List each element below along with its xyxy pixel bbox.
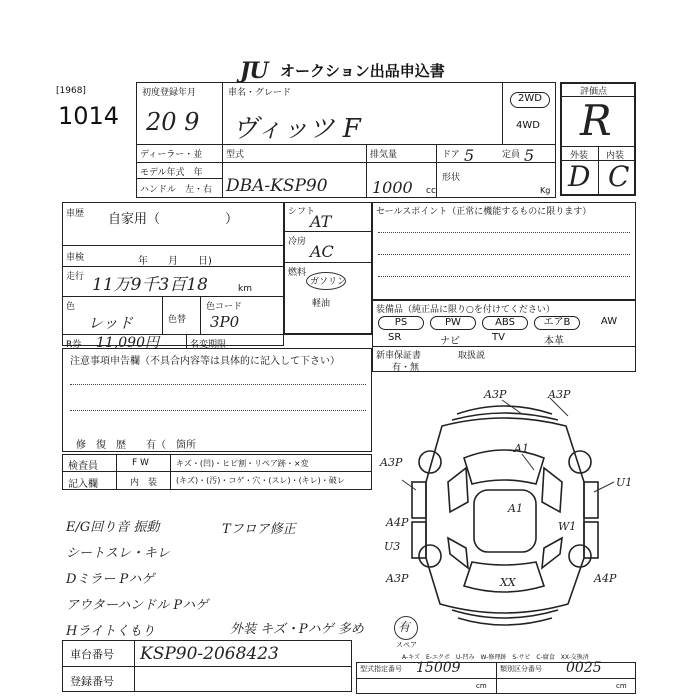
repair-history: 修 復 歴 有（ 箇所 (76, 440, 196, 451)
2wd-option: 2WD (510, 92, 550, 108)
damage-mark: U1 (616, 476, 633, 489)
history-label: 車歴 (66, 209, 85, 219)
car-damage-diagram (372, 372, 636, 636)
equipment-item: PS (378, 316, 424, 330)
marks-top: キズ・(凹)・ヒビ割・リペア跡・×変 (176, 459, 309, 468)
aircon-value: AC (310, 242, 334, 261)
shift-label: シフト (288, 207, 316, 217)
note-right-line: 外装 キズ・Pハゲ 多め (230, 622, 364, 637)
ju-logo: JU (240, 58, 268, 84)
katashiki-value: DBA-KSP90 (226, 176, 328, 196)
inspector-label: 検査員 (68, 461, 98, 472)
meigi-label: 名変期限 (190, 340, 227, 350)
damage-mark: A3P (484, 388, 507, 401)
reg-label: 登録番号 (70, 675, 114, 688)
fuel-label: 燃料 (288, 268, 307, 278)
car-name-label: 車名・グレード (228, 88, 292, 98)
ruibetsu-label: 類別区分番号 (500, 665, 542, 673)
color-code-value: 3P0 (210, 313, 240, 331)
interior-grade: C (608, 160, 630, 193)
door-value: 5 (464, 146, 475, 165)
color-value: レッド (88, 314, 133, 332)
damage-mark: U3 (384, 540, 401, 553)
interior-row-label: 内 装 (130, 478, 158, 488)
exterior-label: 外装 (570, 151, 589, 161)
note-left-line: アウターハンドル Pハゲ (66, 598, 209, 613)
equipment-item: 本革 (544, 336, 564, 347)
km-unit: km (238, 284, 252, 294)
damage-mark: W1 (558, 520, 577, 533)
color-code-label: 色コード (206, 302, 243, 312)
kg-unit: Kg (540, 186, 551, 195)
equipment-item: TV (492, 332, 505, 343)
recycle-label: R券 (66, 340, 82, 350)
cm-unit-2: cm (616, 682, 627, 690)
chassis-value: KSP90-2068423 (140, 644, 279, 664)
note-right-line: Tフロア修正 (222, 522, 296, 537)
4wd-option: 4WD (516, 120, 540, 131)
shaken-format: 年 月 日) (138, 256, 212, 267)
form-title: オークション出品申込書 (280, 62, 445, 80)
keiyu-label: 軽油 (312, 299, 331, 309)
katashiki-label: 型式 (226, 150, 245, 160)
equipment-item: PW (430, 316, 476, 330)
capacity-value: 5 (524, 146, 535, 165)
damage-mark: A1 (508, 502, 523, 515)
damage-mark: A1 (514, 442, 529, 455)
equipment-label: 装備品（純正品に限り○を付けてください） (376, 305, 555, 315)
displacement-value: 1000 (372, 178, 413, 197)
shaken-label: 車検 (66, 253, 85, 263)
cm-unit-1: cm (476, 682, 487, 690)
chassis-label: 車台番号 (70, 648, 114, 661)
model-year-label: モデル年式 年 (140, 168, 203, 178)
damage-mark: A3P (386, 572, 409, 585)
equipment-item: エアB (534, 316, 580, 330)
entry-label: 記入欄 (68, 479, 98, 490)
irodome-label: 色替 (168, 315, 187, 325)
history-value: 自家用（ ） (108, 212, 239, 227)
damage-mark: A3P (380, 456, 403, 469)
note-left-line: Dミラー Pハゲ (66, 572, 155, 587)
exterior-grade: D (568, 160, 591, 193)
first-reg-value: 20 9 (146, 108, 200, 136)
displacement-label: 排気量 (370, 150, 398, 160)
ruibetsu-value: 0025 (566, 660, 602, 676)
car-name-value: ヴィッツ F (232, 114, 361, 144)
equipment-item: AW (600, 316, 618, 327)
katashiki-shitei-label: 型式指定番号 (360, 665, 402, 673)
equipment-item: ナビ (440, 336, 460, 347)
recycle-value: 11,090円 (96, 335, 159, 351)
color-label: 色 (66, 302, 76, 312)
damage-mark: XX (500, 576, 516, 589)
equipment-item: ABS (482, 316, 528, 330)
first-reg-label: 初度登録年月 (142, 88, 197, 98)
damage-mark: A3P (548, 388, 571, 401)
mileage-label: 走行 (66, 272, 85, 282)
shape-label: 形状 (442, 173, 461, 183)
damage-mark: A4P (594, 572, 617, 585)
warranty-options: 有・無 (392, 363, 420, 373)
interior-label: 内装 (606, 151, 625, 161)
manual-label: 取扱説 (458, 351, 486, 361)
spare-label: スペア (396, 641, 417, 649)
handle-label: ハンドル 左・右 (140, 185, 213, 195)
rating-label: 評価点 (580, 87, 608, 97)
sales-point-label: セールスポイント（正常に機能するものに限ります） (376, 207, 592, 217)
shift-value: AT (310, 212, 332, 231)
note-left-line: シートスレ・キレ (66, 546, 170, 561)
note-left-line: Hライトくもり (66, 624, 155, 639)
aircon-label: 冷房 (288, 237, 307, 247)
fuel-value: ガソリン (310, 277, 347, 287)
note-left-line: E/G回り音 振動 (66, 520, 160, 535)
mileage-value: 11万9千3百18 (92, 275, 208, 295)
damage-mark: A4P (386, 516, 409, 529)
notes-header: 注意事項申告欄（不具合内容等は具体的に記入して下さい） (70, 356, 340, 367)
door-label: ドア (442, 150, 460, 160)
cc-unit: cc (426, 186, 436, 196)
lot-number: 1014 (58, 102, 120, 130)
fw-label: F W (132, 458, 149, 468)
equipment-item: SR (388, 332, 402, 343)
dealer-label: ディーラー・並 (140, 150, 203, 160)
year-tag: [1968] (56, 86, 86, 96)
spare-mark: 有 (398, 620, 411, 634)
rating-score: R (580, 96, 612, 145)
katashiki-shitei-value: 15009 (416, 660, 461, 676)
marks-bottom: (キズ)・(汚)・コゲ・穴・(スレ)・(キレ)・破レ (176, 476, 345, 485)
warranty-label: 新車保証書 (376, 351, 422, 361)
damage-legend: A-キズ E-エクボ U-凹み W-修理跡 S-サビ C-腐食 XX-交換済 (402, 654, 589, 661)
capacity-label: 定員 (502, 150, 521, 160)
